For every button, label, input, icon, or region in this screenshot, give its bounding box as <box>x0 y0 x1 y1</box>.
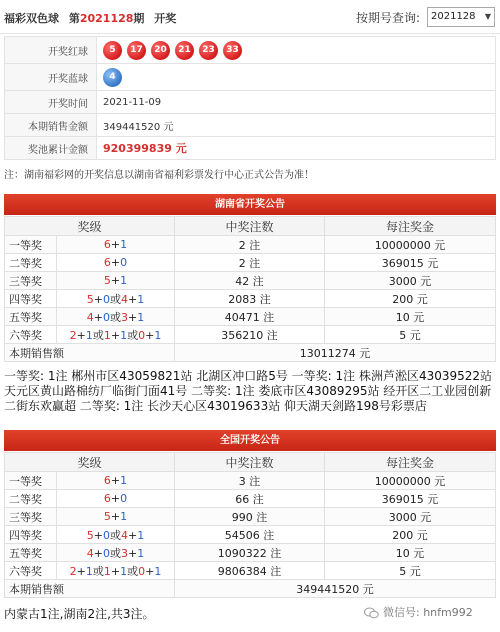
national-header-row <box>5 453 496 472</box>
issue-select[interactable] <box>427 7 495 27</box>
issue-label: 第2021128期 <box>68 12 145 25</box>
match-token: 1 <box>120 274 128 287</box>
col-header-count: 中奖注数 <box>175 217 325 236</box>
blue-ball-label: 开奖蓝球 <box>5 64 97 91</box>
match-token: 1 <box>120 474 128 487</box>
match-token: 1 <box>120 238 128 251</box>
match-token: + <box>93 310 103 324</box>
prize-level: 六等奖 <box>5 562 57 580</box>
issue-number: 2021128 <box>79 12 134 25</box>
wechat-id: 微信号: hnfm992 <box>383 606 473 619</box>
wechat-watermark <box>364 604 473 620</box>
prize-winner-count: 990 注 <box>175 508 325 526</box>
prize-amount: 3000 元 <box>325 272 496 290</box>
match-token: + <box>128 292 138 306</box>
prize-row <box>5 508 496 526</box>
match-token: 0 <box>103 546 110 560</box>
national-sales-value: 349441520 元 <box>175 580 496 598</box>
issue-select-value: 2021128 <box>431 11 476 22</box>
prize-match-rule <box>57 290 175 308</box>
match-token: 1 <box>154 328 162 342</box>
national-prize-rows <box>5 472 496 580</box>
match-token: 0 <box>103 292 110 306</box>
draw-date-label: 开奖时间 <box>5 91 97 114</box>
prize-row <box>5 308 496 326</box>
match-token: + <box>110 474 121 487</box>
hunan-header-row <box>5 217 496 236</box>
winner-locations: 一等奖: 1注 郴州市区43059821站 北湖区冲口路5号 一等奖: 1注 株洲芦淞区43039522站 天元区黄山路棉纺厂临街门面41号 二等奖: 1注 娄底市区43089295站 经开区二工业园创新二街东欢赢超 二等奖: 1注 长沙天心区43019633站 仰天湖天剑路198号彩票店 <box>4 369 493 413</box>
prize-winner-count: 42 注 <box>175 272 325 290</box>
match-token: + <box>93 528 103 542</box>
national-sales-row <box>5 580 496 598</box>
sales-value: 349441520 元 <box>97 114 496 137</box>
pool-row <box>5 137 496 160</box>
prize-row <box>5 490 496 508</box>
first-prize-summary: 内蒙古1注,湖南2注,共3注。 <box>4 607 155 621</box>
hunan-sales-label: 本期销售额 <box>5 344 175 362</box>
match-token: 或 <box>127 564 139 578</box>
match-token: 1 <box>137 292 145 306</box>
match-token: 1 <box>137 546 145 560</box>
red-balls-row <box>5 37 496 64</box>
prize-match-rule <box>57 308 175 326</box>
prize-amount: 10 元 <box>325 308 496 326</box>
prize-winner-count: 40471 注 <box>175 308 325 326</box>
match-token: 或 <box>110 546 121 560</box>
prize-amount: 5 元 <box>325 562 496 580</box>
prize-match-rule <box>57 562 175 580</box>
match-token: + <box>110 510 121 523</box>
prize-match-rule <box>57 490 175 508</box>
prize-row <box>5 254 496 272</box>
sales-label: 本期销售金额 <box>5 114 97 137</box>
prize-match-rule <box>57 254 175 272</box>
match-token: + <box>145 328 155 342</box>
match-token: 4 <box>121 528 128 542</box>
match-token: + <box>110 274 121 287</box>
prize-amount: 200 元 <box>325 290 496 308</box>
match-token: + <box>93 292 103 306</box>
blue-ball: 4 <box>103 68 122 87</box>
red-ball: 33 <box>223 41 242 60</box>
match-token: + <box>110 256 121 269</box>
match-token: + <box>93 546 103 560</box>
prize-level: 六等奖 <box>5 326 57 344</box>
query-label: 按期号查询: <box>356 11 421 25</box>
prize-row <box>5 326 496 344</box>
page-header <box>0 0 500 34</box>
match-token: 或 <box>127 328 139 342</box>
prize-winner-count: 356210 注 <box>175 326 325 344</box>
match-token: + <box>128 310 138 324</box>
sales-row <box>5 114 496 137</box>
match-token: 或 <box>110 292 121 306</box>
red-ball: 20 <box>151 41 170 60</box>
match-token: 或 <box>92 564 104 578</box>
lottery-title <box>4 10 176 26</box>
red-balls <box>97 37 496 64</box>
col-header-level: 奖级 <box>5 217 175 236</box>
prize-amount: 10000000 元 <box>325 236 496 254</box>
prize-level: 二等奖 <box>5 490 57 508</box>
match-token: 1 <box>85 564 93 578</box>
col-header-level: 奖级 <box>5 453 175 472</box>
match-token: + <box>110 238 121 251</box>
match-token: 3 <box>121 546 128 560</box>
prize-level: 三等奖 <box>5 508 57 526</box>
match-token: 1 <box>120 328 128 342</box>
prize-match-rule <box>57 236 175 254</box>
prize-row <box>5 544 496 562</box>
prize-row <box>5 562 496 580</box>
match-token: 1 <box>103 564 111 578</box>
national-prize-table <box>4 452 496 598</box>
col-header-count: 中奖注数 <box>175 453 325 472</box>
prize-amount: 369015 元 <box>325 254 496 272</box>
pool-value: 920399839 元 <box>103 142 187 155</box>
prize-amount: 369015 元 <box>325 490 496 508</box>
prize-winner-count: 54506 注 <box>175 526 325 544</box>
prize-match-rule <box>57 526 175 544</box>
match-token: + <box>128 546 138 560</box>
prize-amount: 3000 元 <box>325 508 496 526</box>
prize-winner-count: 3 注 <box>175 472 325 490</box>
match-token: 或 <box>92 328 104 342</box>
prize-match-rule <box>57 544 175 562</box>
prize-row <box>5 236 496 254</box>
draw-label: 开奖 <box>154 12 177 25</box>
match-token: 0 <box>138 564 146 578</box>
prize-level: 四等奖 <box>5 290 57 308</box>
match-token: 4 <box>121 292 128 306</box>
match-token: 5 <box>103 510 111 523</box>
match-token: 6 <box>103 238 111 251</box>
match-token: 5 <box>103 274 111 287</box>
red-ball: 5 <box>103 41 122 60</box>
match-token: 6 <box>103 492 111 505</box>
match-token: 0 <box>120 256 128 269</box>
col-header-amount: 每注奖金 <box>325 453 496 472</box>
match-token: 6 <box>103 474 111 487</box>
prize-amount: 5 元 <box>325 326 496 344</box>
match-token: 4 <box>86 546 94 560</box>
prize-winner-count: 2 注 <box>175 236 325 254</box>
pool-label: 奖池累计金额 <box>5 137 97 160</box>
draw-date-value: 2021-11-09 <box>97 91 496 114</box>
match-token: 1 <box>154 564 162 578</box>
match-token: 1 <box>85 328 93 342</box>
prize-amount: 10 元 <box>325 544 496 562</box>
match-token: 0 <box>103 528 110 542</box>
prize-amount: 200 元 <box>325 526 496 544</box>
draw-date-row <box>5 91 496 114</box>
prize-level: 二等奖 <box>5 254 57 272</box>
prize-match-rule <box>57 326 175 344</box>
match-token: + <box>76 564 86 578</box>
match-token: 1 <box>137 310 145 324</box>
match-token: 5 <box>86 292 94 306</box>
prize-row <box>5 290 496 308</box>
prize-row <box>5 526 496 544</box>
prize-winner-count: 1090322 注 <box>175 544 325 562</box>
match-token: + <box>128 528 138 542</box>
hunan-sales-row <box>5 344 496 362</box>
match-token: + <box>76 328 86 342</box>
prize-winner-count: 2 注 <box>175 254 325 272</box>
prize-level: 五等奖 <box>5 308 57 326</box>
prize-level: 五等奖 <box>5 544 57 562</box>
prize-row <box>5 472 496 490</box>
red-ball: 23 <box>199 41 218 60</box>
match-token: + <box>110 564 121 578</box>
prize-level: 四等奖 <box>5 526 57 544</box>
prize-match-rule <box>57 508 175 526</box>
prize-amount: 10000000 元 <box>325 472 496 490</box>
hunan-prize-rows <box>5 236 496 344</box>
hunan-section-title: 湖南省开奖公告 <box>4 194 496 215</box>
match-token: 5 <box>86 528 94 542</box>
red-ball: 17 <box>127 41 146 60</box>
match-token: 4 <box>86 310 94 324</box>
wechat-icon <box>364 607 379 619</box>
disclaimer-note: 注：湖南福彩网的开奖信息以湖南省福利彩票发行中心正式公告为准！ <box>4 170 314 181</box>
match-token: 或 <box>110 310 121 324</box>
match-token: 2 <box>69 328 77 342</box>
prize-winner-count: 66 注 <box>175 490 325 508</box>
hunan-prize-table <box>4 216 496 362</box>
red-ball: 21 <box>175 41 194 60</box>
red-balls-label: 开奖红球 <box>5 37 97 64</box>
col-header-amount: 每注奖金 <box>325 217 496 236</box>
prize-match-rule <box>57 472 175 490</box>
match-token: 0 <box>103 310 110 324</box>
national-section-title: 全国开奖公告 <box>4 430 496 451</box>
match-token: 0 <box>138 328 146 342</box>
prize-level: 一等奖 <box>5 236 57 254</box>
prize-winner-count: 2083 注 <box>175 290 325 308</box>
prize-winner-count: 9806384 注 <box>175 562 325 580</box>
match-token: 1 <box>120 564 128 578</box>
hunan-sales-value: 13011274 元 <box>175 344 496 362</box>
draw-info-table <box>4 36 496 160</box>
blue-ball-row <box>5 64 496 91</box>
match-token: 6 <box>103 256 111 269</box>
match-token: 或 <box>110 528 121 542</box>
match-token: 0 <box>120 492 128 505</box>
match-token: + <box>145 564 155 578</box>
match-token: 1 <box>137 528 145 542</box>
national-sales-label: 本期销售额 <box>5 580 175 598</box>
brand-name: 福彩双色球 <box>4 12 59 25</box>
prize-row <box>5 272 496 290</box>
prize-level: 一等奖 <box>5 472 57 490</box>
match-token: + <box>110 328 121 342</box>
match-token: 1 <box>120 510 128 523</box>
match-token: 1 <box>103 328 111 342</box>
match-token: + <box>110 492 121 505</box>
prize-level: 三等奖 <box>5 272 57 290</box>
chevron-down-icon: ▼ <box>484 12 491 21</box>
match-token: 2 <box>69 564 77 578</box>
match-token: 3 <box>121 310 128 324</box>
prize-match-rule <box>57 272 175 290</box>
